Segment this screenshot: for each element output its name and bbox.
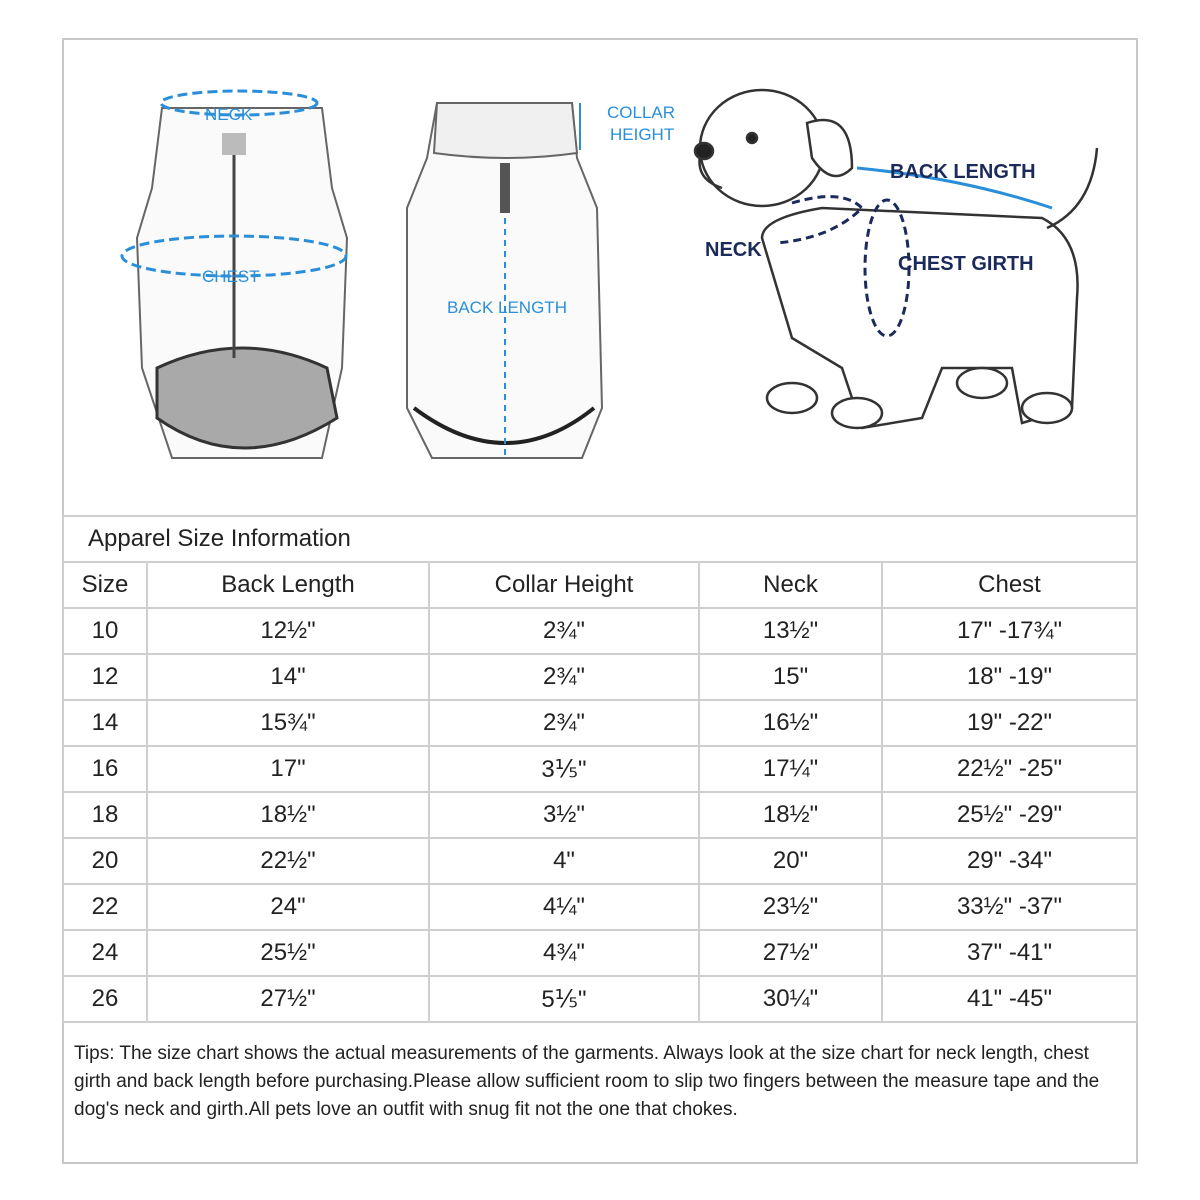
cell-neck: 13½"	[699, 608, 882, 654]
cell-neck: 18½"	[699, 792, 882, 838]
cell-collar-height: 2¾"	[429, 608, 699, 654]
cell-size: 26	[63, 976, 147, 1022]
dog-neck-label: NECK	[705, 239, 762, 261]
cell-size: 10	[63, 608, 147, 654]
cell-collar-height: 4"	[429, 838, 699, 884]
table-row	[63, 792, 1137, 838]
cell-back-length: 22½"	[147, 838, 429, 884]
cell-chest: 17" -17¾"	[882, 608, 1137, 654]
cell-chest: 22½" -25"	[882, 746, 1137, 792]
table-row	[63, 884, 1137, 930]
size-table	[62, 515, 1138, 1023]
cell-chest: 37" -41"	[882, 930, 1137, 976]
table-title: Apparel Size Information	[63, 516, 1137, 562]
cell-back-length: 12½"	[147, 608, 429, 654]
cell-back-length: 15¾"	[147, 700, 429, 746]
cell-chest: 33½" -37"	[882, 884, 1137, 930]
cell-collar-height: 5⅕"	[429, 976, 699, 1022]
collar-label-line1: COLLAR	[607, 103, 676, 122]
cell-chest: 19" -22"	[882, 700, 1137, 746]
cell-back-length: 24"	[147, 884, 429, 930]
cell-size: 14	[63, 700, 147, 746]
cell-back-length: 25½"	[147, 930, 429, 976]
garment-back-drawing	[407, 103, 602, 458]
cell-size: 16	[63, 746, 147, 792]
cell-back-length: 27½"	[147, 976, 429, 1022]
header-neck: Neck	[699, 562, 882, 608]
cell-collar-height: 4¼"	[429, 884, 699, 930]
cell-collar-height: 2¾"	[429, 654, 699, 700]
dog-chest-girth-label: CHEST GIRTH	[898, 253, 1034, 275]
table-row	[63, 930, 1137, 976]
table-row	[63, 654, 1137, 700]
cell-size: 20	[63, 838, 147, 884]
cell-neck: 15"	[699, 654, 882, 700]
cell-chest: 18" -19"	[882, 654, 1137, 700]
header-back-length: Back Length	[147, 562, 429, 608]
cell-collar-height: 4¾"	[429, 930, 699, 976]
cell-neck: 17¼"	[699, 746, 882, 792]
collar-label-line2: HEIGHT	[610, 125, 675, 144]
header-chest: Chest	[882, 562, 1137, 608]
cell-neck: 30¼"	[699, 976, 882, 1022]
cell-neck: 20"	[699, 838, 882, 884]
cell-size: 24	[63, 930, 147, 976]
header-collar-height: Collar Height	[429, 562, 699, 608]
table-row	[63, 838, 1137, 884]
cell-chest: 29" -34"	[882, 838, 1137, 884]
front-chest-label: CHEST	[202, 267, 260, 286]
table-header-row	[63, 562, 1137, 608]
cell-size: 18	[63, 792, 147, 838]
cell-neck: 27½"	[699, 930, 882, 976]
cell-neck: 23½"	[699, 884, 882, 930]
front-neck-label: NECK	[205, 105, 253, 124]
header-size: Size	[63, 562, 147, 608]
table-row	[63, 976, 1137, 1022]
cell-chest: 25½" -29"	[882, 792, 1137, 838]
cell-back-length: 14"	[147, 654, 429, 700]
cell-collar-height: 2¾"	[429, 700, 699, 746]
cell-size: 22	[63, 884, 147, 930]
back-length-label-garment: BACK LENGTH	[447, 298, 567, 317]
cell-collar-height: 3½"	[429, 792, 699, 838]
cell-size: 12	[63, 654, 147, 700]
table-row	[63, 700, 1137, 746]
dog-back-length-label: BACK LENGTH	[890, 161, 1036, 183]
table-row	[63, 608, 1137, 654]
cell-back-length: 17"	[147, 746, 429, 792]
measurement-illustrations	[62, 38, 1138, 516]
cell-chest: 41" -45"	[882, 976, 1137, 1022]
illustration-svg	[62, 38, 1138, 516]
table-row	[63, 746, 1137, 792]
tips-text: Tips: The size chart shows the actual measurements of the garments. Always look at the size chart for neck length, chest girth and back length before purchasing.Please allow sufficient room to slip two fingers between the measure tape and the dog's neck and girth.All pets love an outfit with snug fit not the one that chokes.	[74, 1043, 1100, 1120]
cell-back-length: 18½"	[147, 792, 429, 838]
cell-collar-height: 3⅕"	[429, 746, 699, 792]
cell-neck: 16½"	[699, 700, 882, 746]
